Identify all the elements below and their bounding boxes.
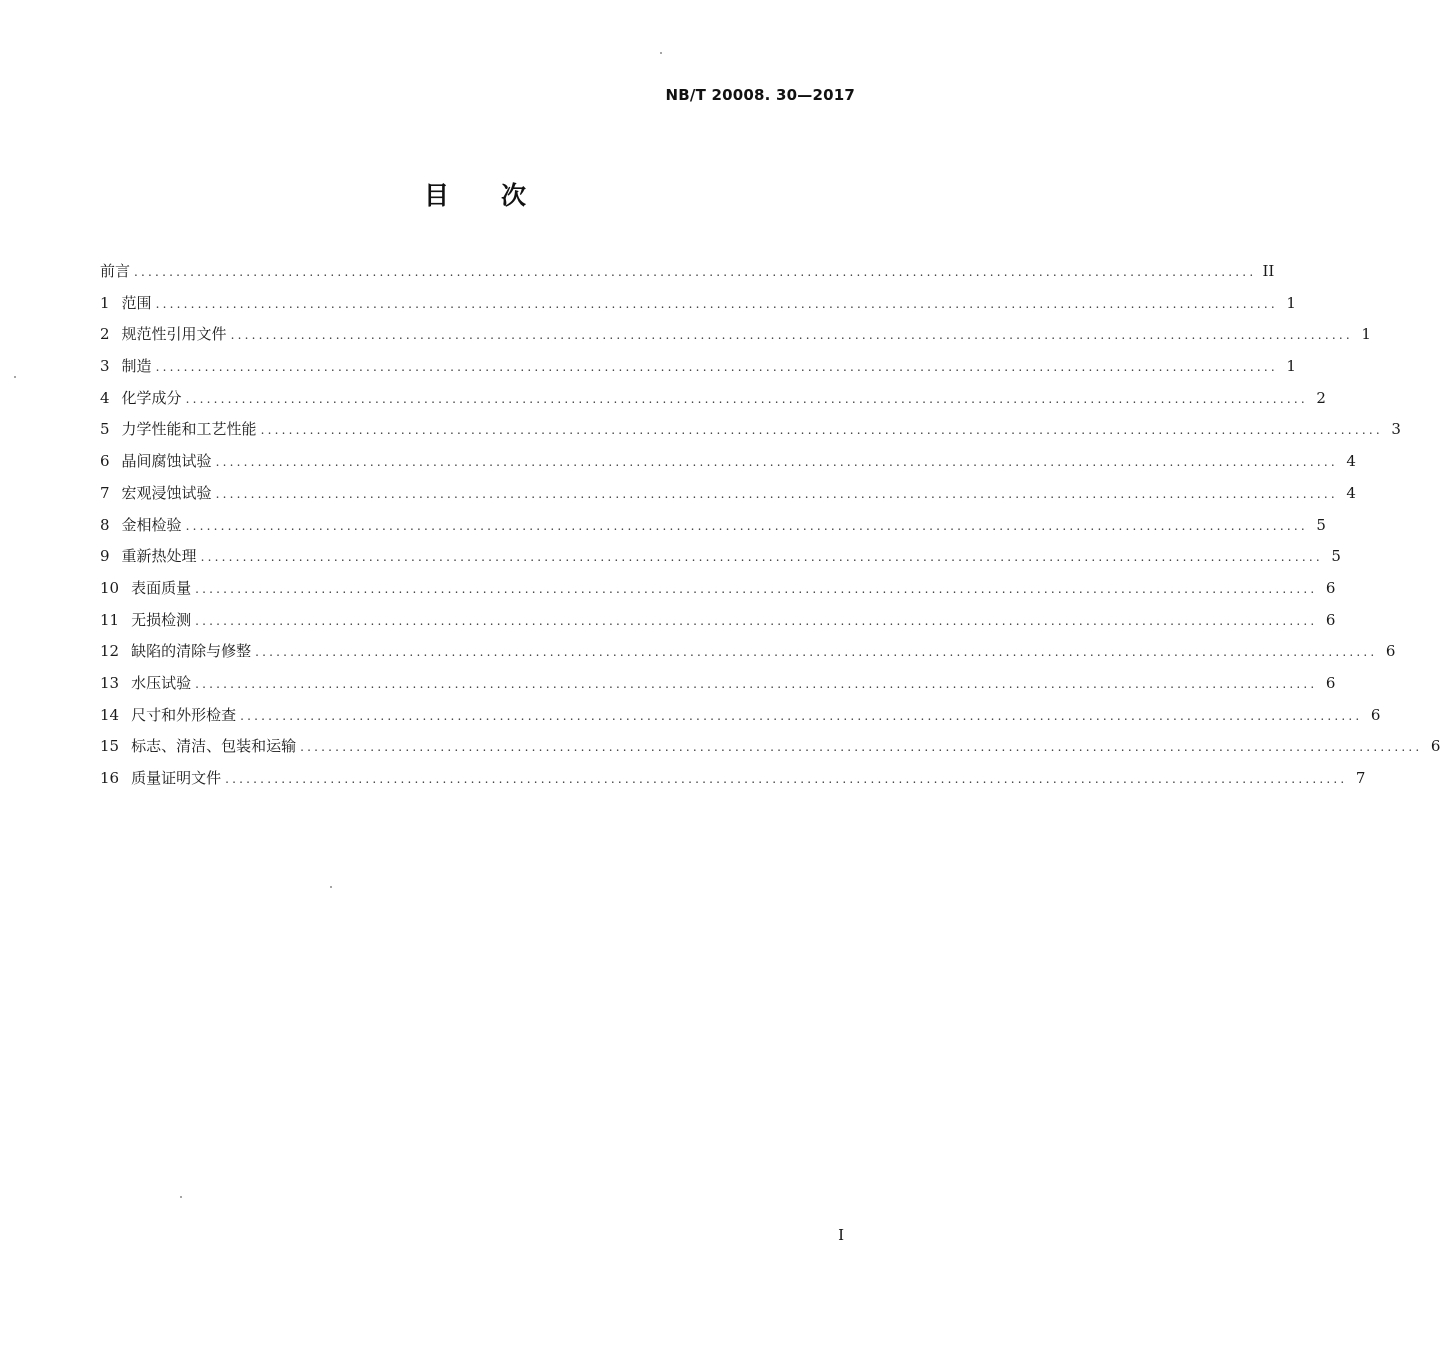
toc-entry-number: 13 — [100, 673, 120, 692]
toc-entry[interactable] — [100, 383, 1326, 415]
toc-entry-page: II — [1262, 262, 1275, 280]
toc-entry-label: 水压试验 — [131, 673, 192, 692]
toc-dot-leader: ................................................................................................................................................................ — [185, 518, 1308, 533]
toc-dot-leader: ................................................................................................................................................................ — [215, 455, 1338, 470]
table-of-contents — [100, 256, 1440, 795]
toc-dot-leader: ................................................................................................................................................................ — [195, 676, 1318, 691]
toc-entry[interactable] — [100, 731, 1440, 763]
toc-entry-number: 4 — [100, 388, 110, 407]
toc-title-char-1: 目 — [423, 181, 449, 210]
toc-entry-page: 5 — [1316, 515, 1326, 534]
toc-entry-number: 1 — [100, 293, 110, 312]
toc-entry-page: 4 — [1346, 483, 1356, 502]
toc-entry-number: 7 — [100, 483, 110, 502]
toc-entry-label: 尺寸和外形检查 — [131, 705, 237, 724]
toc-entry-label: 宏观浸蚀试验 — [121, 483, 212, 502]
toc-entry[interactable] — [100, 319, 1371, 351]
toc-entry-page: 1 — [1286, 357, 1296, 376]
toc-entry-label: 无损检测 — [131, 610, 192, 629]
toc-entry-label: 重新热处理 — [121, 547, 197, 566]
toc-entry-page: 2 — [1316, 388, 1326, 407]
toc-entry[interactable] — [100, 351, 1296, 383]
toc-entry-label: 晶间腐蚀试验 — [121, 452, 212, 471]
toc-entry[interactable] — [100, 763, 1366, 795]
toc-entry[interactable] — [100, 700, 1381, 732]
toc-entry-number: 14 — [100, 705, 120, 724]
toc-entry-page: 1 — [1361, 325, 1371, 344]
toc-entry-label: 缺陷的清除与修整 — [131, 642, 252, 661]
toc-entry-number: 2 — [100, 325, 110, 344]
toc-entry[interactable] — [100, 573, 1336, 605]
toc-entry[interactable] — [100, 414, 1401, 446]
toc-entry-page: 4 — [1346, 452, 1356, 471]
toc-entry-page: 7 — [1355, 769, 1366, 787]
toc-entry-page: 6 — [1385, 642, 1396, 661]
toc-entry-label: 质量证明文件 — [131, 769, 222, 787]
toc-title-char-2: 次 — [501, 181, 527, 210]
toc-entry-number: 16 — [100, 769, 120, 787]
toc-entry-page: 6 — [1325, 673, 1336, 692]
toc-title — [0, 176, 950, 212]
toc-entry[interactable] — [100, 510, 1326, 542]
toc-dot-leader: ................................................................................................................................................................ — [300, 740, 1423, 755]
toc-entry[interactable] — [100, 446, 1356, 478]
toc-entry-page: 6 — [1325, 578, 1336, 597]
toc-entry-label: 前言 — [100, 262, 131, 280]
toc-dot-leader: ................................................................................................................................................................ — [240, 708, 1363, 723]
toc-dot-leader: ................................................................................................................................................................ — [195, 613, 1318, 628]
toc-entry-number: 6 — [100, 452, 110, 471]
toc-dot-leader: ................................................................................................................................................................ — [155, 296, 1278, 311]
toc-entry[interactable] — [100, 636, 1396, 668]
toc-entry-label: 化学成分 — [121, 388, 182, 407]
toc-dot-leader: ................................................................................................................................................................ — [195, 581, 1318, 596]
toc-entry-number: 8 — [100, 515, 110, 534]
toc-entry-page: 5 — [1331, 547, 1341, 566]
toc-entry-page: 6 — [1325, 610, 1336, 629]
page-number: I — [838, 1226, 844, 1244]
toc-entry-number: 10 — [100, 578, 120, 597]
toc-entry[interactable] — [100, 288, 1296, 320]
toc-dot-leader: ................................................................................................................................................................ — [215, 486, 1338, 501]
toc-dot-leader: ................................................................................................................................................................ — [185, 391, 1308, 406]
toc-entry-label: 力学性能和工艺性能 — [121, 420, 257, 439]
toc-entry-label: 表面质量 — [131, 578, 192, 597]
toc-entry-number: 5 — [100, 420, 110, 439]
toc-dot-leader: ................................................................................................................................................................ — [155, 360, 1278, 375]
toc-entry-label: 标志、清洁、包装和运输 — [131, 737, 297, 756]
toc-entry[interactable] — [100, 605, 1336, 637]
toc-entry-page: 6 — [1430, 737, 1440, 756]
toc-entry-page: 1 — [1286, 293, 1296, 312]
toc-dot-leader: ................................................................................................................................................................ — [255, 645, 1378, 660]
toc-entry-number: 3 — [100, 357, 110, 376]
toc-dot-leader: ................................................................................................................................................................ — [200, 550, 1323, 565]
toc-dot-leader: ................................................................................................................................................................ — [134, 265, 1257, 279]
toc-dot-leader: ................................................................................................................................................................ — [230, 328, 1353, 343]
toc-entry[interactable] — [100, 668, 1336, 700]
toc-entry-label: 规范性引用文件 — [121, 325, 227, 344]
toc-entry[interactable] — [100, 541, 1341, 573]
toc-entry[interactable] — [100, 256, 1275, 288]
toc-entry-number: 12 — [100, 642, 120, 661]
toc-entry-label: 制造 — [121, 357, 152, 376]
toc-entry-number: 15 — [100, 737, 120, 756]
toc-entry-number: 11 — [100, 610, 120, 629]
scan-speck — [14, 376, 16, 378]
scan-speck — [330, 886, 332, 888]
scan-speck — [180, 1196, 182, 1198]
standard-number: NB/T 20008. 30—2017 — [665, 86, 855, 104]
scan-speck — [660, 52, 662, 54]
toc-dot-leader: ................................................................................................................................................................ — [260, 423, 1383, 438]
toc-entry-number: 9 — [100, 547, 110, 566]
toc-entry-page: 3 — [1391, 420, 1401, 439]
toc-entry[interactable] — [100, 478, 1356, 510]
toc-dot-leader: ................................................................................................................................................................ — [225, 772, 1348, 786]
toc-entry-label: 金相检验 — [121, 515, 182, 534]
toc-entry-page: 6 — [1370, 705, 1381, 724]
toc-entry-label: 范围 — [121, 293, 152, 312]
